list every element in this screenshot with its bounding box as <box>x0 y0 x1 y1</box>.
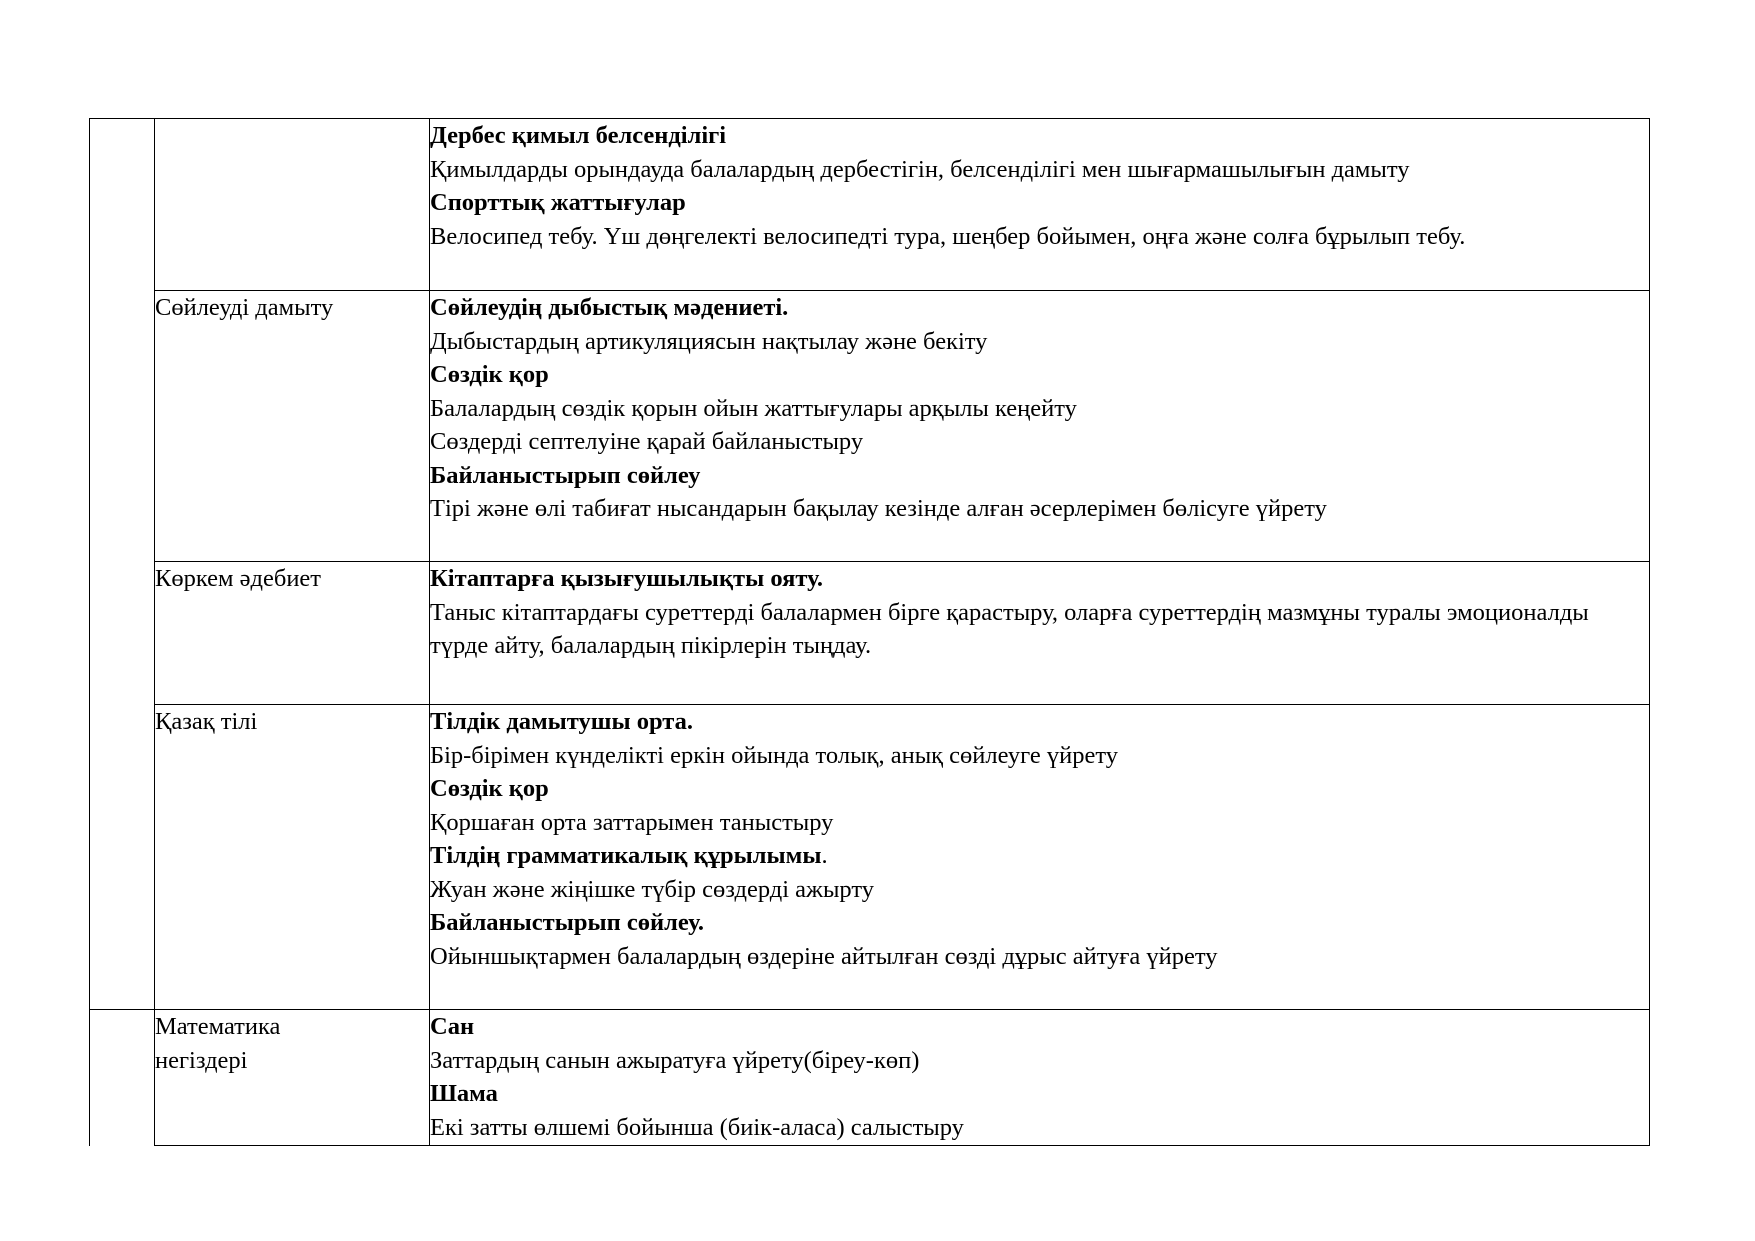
subject-label: негіздері <box>155 1046 248 1074</box>
content-text: Дыбыстардың артикуляциясын нақтылау және бекіту <box>430 327 988 355</box>
section-heading: Кітаптарға қызығушылықты ояту. <box>430 565 824 592</box>
section-heading: Байланыстырып сөйлеу. <box>430 909 705 936</box>
section-heading-with-suffix: Тілдің грамматикалық құрылымы. <box>430 842 828 869</box>
content-text: Велосипед тебу. Үш дөңгелекті велосипедті тура, шеңбер бойымен, оңға және солға бұрылып тебу. <box>430 222 1466 250</box>
section-heading: Спорттық жаттығулар <box>430 189 686 216</box>
subject-label: Математика <box>155 1013 281 1040</box>
subject-cell <box>155 562 430 705</box>
group-cell <box>90 1010 155 1146</box>
section-heading: Байланыстырып сөйлеу <box>430 461 701 489</box>
content-text: Таныс кітаптардағы суреттерді балалармен бірге қарастыру, оларға суреттердің мазмұны туралы эмоционалды түрде айту, балалардың пікірлерін тыңдау. <box>430 598 1589 659</box>
subject-label: Қазақ тілі <box>155 708 258 735</box>
subject-label: Көркем әдебиет <box>155 565 322 592</box>
section-heading: Шама <box>430 1080 498 1107</box>
content-text: Қимылдарды орындауда балалардың дербестігін, белсенділігі мен шығармашылығын дамыту <box>430 155 1410 183</box>
table-row <box>90 1010 1650 1146</box>
content-text: Бір-бірімен күнделікті еркін ойында толық, анық сөйлеуге үйрету <box>430 741 1118 769</box>
content-cell <box>430 705 1650 1010</box>
table-row <box>90 119 1650 291</box>
section-heading: Сөздік қор <box>430 361 549 388</box>
content-text: Екі затты өлшемі бойынша (биік-аласа) салыстыру <box>430 1113 964 1141</box>
subject-cell <box>155 119 430 291</box>
group-cell <box>90 119 155 1010</box>
content-text: Ойыншықтармен балалардың өздеріне айтылған сөзді дұрыс айтуға үйрету <box>430 942 1218 970</box>
subject-cell <box>155 705 430 1010</box>
table-row <box>90 291 1650 562</box>
content-text: Заттардың санын ажыратуға үйрету(біреу-көп) <box>430 1046 920 1074</box>
content-cell <box>430 119 1650 291</box>
section-heading: Дербес қимыл белсенділігі <box>430 122 727 149</box>
content-cell <box>430 1010 1650 1146</box>
section-heading: Сөйлеудің дыбыстық мәдениеті. <box>430 294 789 321</box>
section-heading: Тілдік дамытушы орта. <box>430 708 693 735</box>
content-text: Сөздерді септелуіне қарай байланыстыру <box>430 428 864 455</box>
section-heading: Сан <box>430 1013 475 1040</box>
subject-cell <box>155 291 430 562</box>
table-row <box>90 705 1650 1010</box>
content-text: Тірі және өлі табиғат нысандарын бақылау кезінде алған әсерлерімен бөлісуге үйрету <box>430 495 1327 522</box>
subject-cell <box>155 1010 430 1146</box>
section-heading: Сөздік қор <box>430 775 549 802</box>
content-cell <box>430 562 1650 705</box>
content-text: Жуан және жіңішке түбір сөздерді ажырту <box>430 875 874 903</box>
content-cell <box>430 291 1650 562</box>
table-row <box>90 562 1650 705</box>
content-text: Балалардың сөздік қорын ойын жаттығулары арқылы кеңейту <box>430 394 1077 422</box>
content-text: Қоршаған орта заттарымен таныстыру <box>430 808 834 836</box>
curriculum-table <box>89 118 1650 1146</box>
subject-label: Сөйлеуді дамыту <box>155 294 334 321</box>
